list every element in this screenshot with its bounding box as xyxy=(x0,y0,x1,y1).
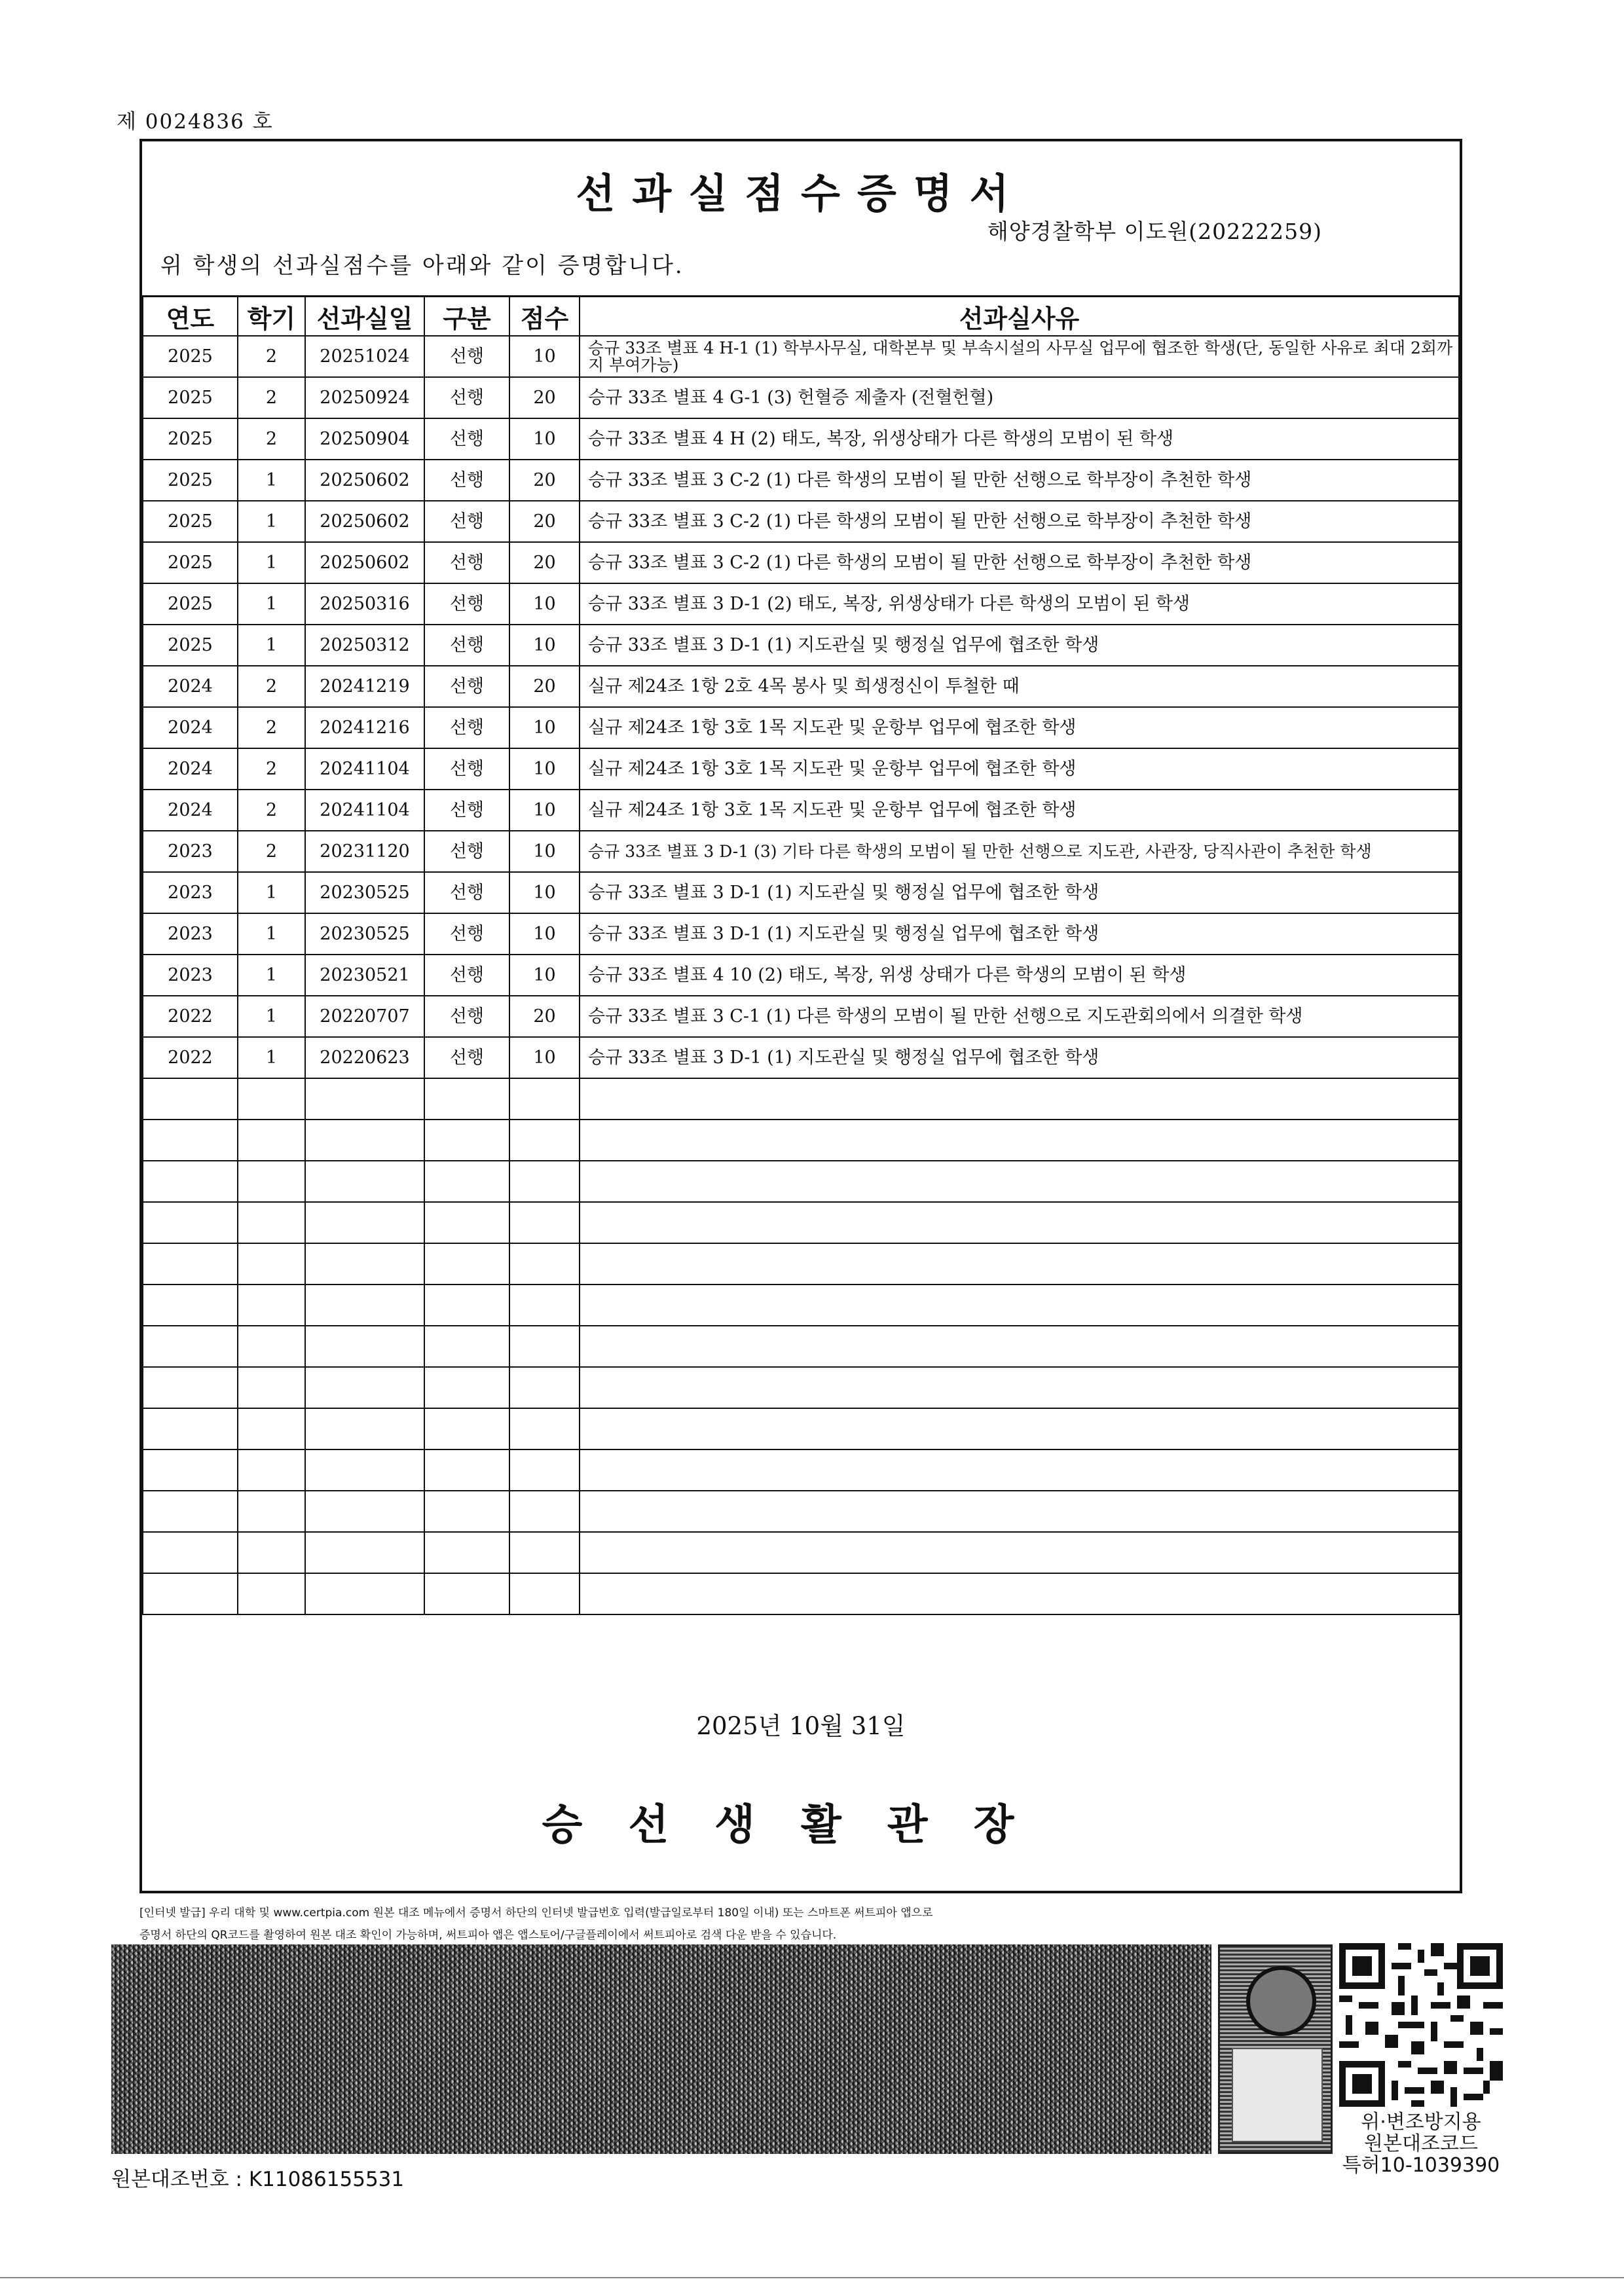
cell-term: 2 xyxy=(238,748,305,790)
empty-cell xyxy=(580,1573,1459,1614)
table-row xyxy=(143,748,1459,790)
verification-notice xyxy=(139,1902,1384,1946)
cell-score: 10 xyxy=(509,913,580,955)
table-row xyxy=(143,996,1459,1037)
empty-cell xyxy=(305,1367,424,1408)
cell-term: 1 xyxy=(238,1037,305,1078)
empty-cell xyxy=(238,1491,305,1532)
empty-cell xyxy=(143,1449,238,1491)
cell-term: 1 xyxy=(238,872,305,913)
cell-score: 20 xyxy=(509,542,580,583)
cell-date: 20250924 xyxy=(305,377,424,418)
cell-type: 선행 xyxy=(424,831,509,872)
empty-cell xyxy=(305,1532,424,1573)
cell-score: 20 xyxy=(509,501,580,542)
empty-cell xyxy=(238,1161,305,1202)
cell-type: 선행 xyxy=(424,460,509,501)
cell-type: 선행 xyxy=(424,872,509,913)
cell-reason: 실규 제24조 1항 3호 1목 지도관 및 운항부 업무에 협조한 학생 xyxy=(580,790,1459,831)
cell-type: 선행 xyxy=(424,707,509,748)
cell-type: 선행 xyxy=(424,501,509,542)
header-type: 구분 xyxy=(424,297,509,337)
empty-cell xyxy=(424,1078,509,1120)
cell-year: 2025 xyxy=(143,542,238,583)
cell-type: 선행 xyxy=(424,666,509,707)
intro-text: 위 학생의 선과실점수를 아래와 같이 증명합니다. xyxy=(160,253,684,279)
cell-term: 2 xyxy=(238,418,305,460)
header-year: 연도 xyxy=(143,297,238,337)
empty-row xyxy=(143,1408,1459,1449)
empty-cell xyxy=(143,1285,238,1326)
empty-cell xyxy=(238,1367,305,1408)
notice-line-1: [인터넷 발급] 우리 대학 및 www.certpia.com 원본 대조 메뉴에서 증명서 하단의 인터넷 발급번호 입력(발급일로부터 180일 이내) 또는 스마트폰 써트피아 앱으로 xyxy=(139,1906,933,1920)
cell-score: 20 xyxy=(509,460,580,501)
cell-date: 20220707 xyxy=(305,996,424,1037)
cell-term: 1 xyxy=(238,460,305,501)
empty-cell xyxy=(580,1491,1459,1532)
cell-year: 2025 xyxy=(143,418,238,460)
empty-cell xyxy=(305,1078,424,1120)
qr-caption xyxy=(1323,2111,1519,2176)
patent-number: 특허10-1039390 xyxy=(1342,2154,1500,2177)
empty-cell xyxy=(305,1161,424,1202)
table-row xyxy=(143,790,1459,831)
cell-term: 1 xyxy=(238,996,305,1037)
empty-cell xyxy=(424,1161,509,1202)
cell-score: 10 xyxy=(509,872,580,913)
cell-year: 2025 xyxy=(143,583,238,625)
empty-cell xyxy=(143,1161,238,1202)
empty-cell xyxy=(238,1202,305,1243)
empty-cell xyxy=(238,1573,305,1614)
cell-term: 1 xyxy=(238,625,305,666)
header-term: 학기 xyxy=(238,297,305,337)
cell-score: 20 xyxy=(509,666,580,707)
empty-cell xyxy=(424,1449,509,1491)
empty-row xyxy=(143,1573,1459,1614)
empty-cell xyxy=(305,1449,424,1491)
empty-cell xyxy=(580,1449,1459,1491)
cell-reason: 승규 33조 별표 3 D-1 (3) 기타 다른 학생의 모범이 될 만한 선행으로 지도관, 사관장, 당직사관이 추천한 학생 xyxy=(580,831,1459,872)
table-row xyxy=(143,625,1459,666)
empty-cell xyxy=(580,1326,1459,1367)
cell-reason: 승규 33조 별표 4 H-1 (1) 학부사무실, 대학본부 및 부속시설의 사무실 업무에 협조한 학생(단, 동일한 사유로 최대 2회까지 부여가능) xyxy=(580,336,1459,377)
cell-year: 2024 xyxy=(143,707,238,748)
cell-reason: 승규 33조 별표 3 C-2 (1) 다른 학생의 모범이 될 만한 선행으로 학부장이 추천한 학생 xyxy=(580,542,1459,583)
cell-type: 선행 xyxy=(424,1037,509,1078)
empty-cell xyxy=(143,1078,238,1120)
empty-cell xyxy=(424,1532,509,1573)
cell-score: 10 xyxy=(509,790,580,831)
empty-cell xyxy=(424,1367,509,1408)
empty-row xyxy=(143,1449,1459,1491)
cell-reason: 승규 33조 별표 3 D-1 (1) 지도관실 및 행정실 업무에 협조한 학생 xyxy=(580,1037,1459,1078)
header-date: 선과실일 xyxy=(305,297,424,337)
issue-date: 2025년 10월 31일 xyxy=(696,1712,906,1740)
cell-type: 선행 xyxy=(424,336,509,377)
seal-ring-icon xyxy=(1246,1966,1316,2036)
page-bottom-rule xyxy=(0,2277,1624,2278)
empty-cell xyxy=(143,1532,238,1573)
empty-cell xyxy=(305,1408,424,1449)
cell-term: 1 xyxy=(238,542,305,583)
empty-cell xyxy=(143,1120,238,1161)
issuer-name: 승선생활관장 xyxy=(542,1800,1060,1850)
empty-cell xyxy=(143,1243,238,1285)
cell-score: 10 xyxy=(509,831,580,872)
empty-cell xyxy=(305,1491,424,1532)
empty-cell xyxy=(143,1367,238,1408)
empty-cell xyxy=(424,1120,509,1161)
table-row xyxy=(143,913,1459,955)
cell-year: 2022 xyxy=(143,1037,238,1078)
cell-score: 10 xyxy=(509,336,580,377)
empty-cell xyxy=(580,1367,1459,1408)
notice-line-2: 증명서 하단의 QR코드를 촬영하여 원본 대조 확인이 가능하며, 써트피아 앱은 앱스토어/구글플레이에서 써트피아로 검색 다운 받을 수 있습니다. xyxy=(139,1929,837,1942)
cell-year: 2023 xyxy=(143,913,238,955)
empty-cell xyxy=(509,1285,580,1326)
empty-cell xyxy=(509,1532,580,1573)
cell-type: 선행 xyxy=(424,955,509,996)
empty-cell xyxy=(509,1491,580,1532)
cell-date: 20250602 xyxy=(305,501,424,542)
cell-date: 20250312 xyxy=(305,625,424,666)
table-row xyxy=(143,1037,1459,1078)
cell-year: 2023 xyxy=(143,955,238,996)
empty-row xyxy=(143,1367,1459,1408)
cell-reason: 승규 33조 별표 3 C-2 (1) 다른 학생의 모범이 될 만한 선행으로 학부장이 추천한 학생 xyxy=(580,501,1459,542)
empty-row xyxy=(143,1326,1459,1367)
cell-reason: 실규 제24조 1항 2호 4목 봉사 및 희생정신이 투철한 때 xyxy=(580,666,1459,707)
empty-cell xyxy=(424,1491,509,1532)
empty-cell xyxy=(238,1285,305,1326)
empty-cell xyxy=(424,1408,509,1449)
cell-score: 20 xyxy=(509,377,580,418)
student-info: 해양경찰학부 이도원(20222259) xyxy=(987,219,1322,244)
empty-cell xyxy=(305,1243,424,1285)
cell-type: 선행 xyxy=(424,748,509,790)
cell-score: 10 xyxy=(509,625,580,666)
empty-cell xyxy=(238,1078,305,1120)
cell-reason: 실규 제24조 1항 3호 1목 지도관 및 운항부 업무에 협조한 학생 xyxy=(580,748,1459,790)
cell-score: 10 xyxy=(509,1037,580,1078)
table-row xyxy=(143,707,1459,748)
qr-caption-line-1: 위·변조방지용 xyxy=(1361,2111,1481,2134)
cell-type: 선행 xyxy=(424,542,509,583)
seal-stamp-icon xyxy=(1232,2048,1323,2142)
empty-cell xyxy=(143,1408,238,1449)
empty-row xyxy=(143,1491,1459,1532)
empty-cell xyxy=(509,1449,580,1491)
empty-cell xyxy=(424,1202,509,1243)
empty-cell xyxy=(509,1120,580,1161)
cell-date: 20241219 xyxy=(305,666,424,707)
table-row xyxy=(143,542,1459,583)
cell-term: 2 xyxy=(238,831,305,872)
table-row xyxy=(143,501,1459,542)
cell-reason: 승규 33조 별표 3 D-1 (1) 지도관실 및 행정실 업무에 협조한 학생 xyxy=(580,913,1459,955)
cell-type: 선행 xyxy=(424,377,509,418)
empty-row xyxy=(143,1120,1459,1161)
empty-cell xyxy=(580,1078,1459,1120)
cell-reason: 승규 33조 별표 4 G-1 (3) 헌혈증 제출자 (전혈헌혈) xyxy=(580,377,1459,418)
cell-score: 10 xyxy=(509,955,580,996)
cell-type: 선행 xyxy=(424,418,509,460)
cell-score: 10 xyxy=(509,418,580,460)
cell-type: 선행 xyxy=(424,913,509,955)
table-row xyxy=(143,872,1459,913)
empty-cell xyxy=(305,1120,424,1161)
empty-cell xyxy=(424,1243,509,1285)
cell-term: 1 xyxy=(238,501,305,542)
certificate-frame xyxy=(139,139,1462,1893)
empty-cell xyxy=(238,1243,305,1285)
cert-number: 제 0024836 호 xyxy=(117,110,274,134)
document-title: 선과실점수증명서 xyxy=(576,170,1026,217)
empty-cell xyxy=(580,1202,1459,1243)
empty-cell xyxy=(143,1326,238,1367)
empty-cell xyxy=(238,1449,305,1491)
empty-cell xyxy=(509,1326,580,1367)
empty-cell xyxy=(509,1202,580,1243)
empty-cell xyxy=(143,1202,238,1243)
table-body xyxy=(143,336,1459,1614)
cell-date: 20241104 xyxy=(305,748,424,790)
empty-row xyxy=(143,1078,1459,1120)
cell-type: 선행 xyxy=(424,996,509,1037)
cell-date: 20250904 xyxy=(305,418,424,460)
cell-date: 20241216 xyxy=(305,707,424,748)
cell-date: 20230525 xyxy=(305,872,424,913)
empty-row xyxy=(143,1161,1459,1202)
cell-year: 2023 xyxy=(143,872,238,913)
cell-date: 20250602 xyxy=(305,460,424,501)
cell-term: 1 xyxy=(238,913,305,955)
cell-type: 선행 xyxy=(424,583,509,625)
empty-cell xyxy=(580,1532,1459,1573)
empty-cell xyxy=(238,1326,305,1367)
empty-row xyxy=(143,1285,1459,1326)
table-header-row xyxy=(143,297,1459,337)
qr-code-icon xyxy=(1339,1943,1503,2107)
table-row xyxy=(143,955,1459,996)
cell-year: 2024 xyxy=(143,748,238,790)
table-row xyxy=(143,460,1459,501)
empty-cell xyxy=(305,1285,424,1326)
empty-cell xyxy=(509,1078,580,1120)
cell-reason: 승규 33조 별표 4 H (2) 태도, 복장, 위생상태가 다른 학생의 모범이 된 학생 xyxy=(580,418,1459,460)
cell-reason: 승규 33조 별표 3 D-1 (1) 지도관실 및 행정실 업무에 협조한 학생 xyxy=(580,872,1459,913)
cell-reason: 승규 33조 별표 3 D-1 (1) 지도관실 및 행정실 업무에 협조한 학생 xyxy=(580,625,1459,666)
cell-score: 10 xyxy=(509,707,580,748)
anti-forgery-pattern xyxy=(111,1944,1211,2154)
empty-cell xyxy=(509,1573,580,1614)
empty-cell xyxy=(238,1532,305,1573)
header-score: 점수 xyxy=(509,297,580,337)
cell-year: 2025 xyxy=(143,460,238,501)
cell-score: 20 xyxy=(509,996,580,1037)
seal-image xyxy=(1218,1944,1333,2154)
cell-date: 20230525 xyxy=(305,913,424,955)
table-row xyxy=(143,831,1459,872)
table-row xyxy=(143,418,1459,460)
cell-date: 20241104 xyxy=(305,790,424,831)
cell-year: 2025 xyxy=(143,336,238,377)
empty-row xyxy=(143,1202,1459,1243)
empty-cell xyxy=(143,1491,238,1532)
table-row xyxy=(143,583,1459,625)
cell-year: 2024 xyxy=(143,790,238,831)
empty-cell xyxy=(305,1202,424,1243)
empty-cell xyxy=(509,1408,580,1449)
cell-year: 2025 xyxy=(143,501,238,542)
cell-term: 2 xyxy=(238,377,305,418)
cell-reason: 승규 33조 별표 3 C-2 (1) 다른 학생의 모범이 될 만한 선행으로 학부장이 추천한 학생 xyxy=(580,460,1459,501)
cell-year: 2023 xyxy=(143,831,238,872)
qr-caption-line-2: 원본대조코드 xyxy=(1364,2132,1478,2155)
empty-cell xyxy=(580,1120,1459,1161)
empty-cell xyxy=(305,1573,424,1614)
empty-cell xyxy=(424,1285,509,1326)
cell-date: 20251024 xyxy=(305,336,424,377)
empty-cell xyxy=(580,1243,1459,1285)
cell-date: 20220623 xyxy=(305,1037,424,1078)
header-reason: 선과실사유 xyxy=(580,297,1459,337)
empty-row xyxy=(143,1243,1459,1285)
empty-cell xyxy=(509,1367,580,1408)
cell-score: 10 xyxy=(509,583,580,625)
cell-year: 2024 xyxy=(143,666,238,707)
empty-cell xyxy=(238,1408,305,1449)
cell-date: 20250316 xyxy=(305,583,424,625)
cell-reason: 승규 33조 별표 3 C-1 (1) 다른 학생의 모범이 될 만한 선행으로 지도관회의에서 의결한 학생 xyxy=(580,996,1459,1037)
empty-row xyxy=(143,1532,1459,1573)
cell-year: 2025 xyxy=(143,625,238,666)
cell-year: 2025 xyxy=(143,377,238,418)
empty-cell xyxy=(143,1573,238,1614)
empty-cell xyxy=(305,1326,424,1367)
cell-score: 10 xyxy=(509,748,580,790)
empty-cell xyxy=(580,1161,1459,1202)
cell-term: 2 xyxy=(238,707,305,748)
cell-term: 2 xyxy=(238,666,305,707)
cell-date: 20250602 xyxy=(305,542,424,583)
table-row xyxy=(143,666,1459,707)
cell-year: 2022 xyxy=(143,996,238,1037)
cell-term: 1 xyxy=(238,583,305,625)
cell-date: 20231120 xyxy=(305,831,424,872)
cell-term: 2 xyxy=(238,336,305,377)
empty-cell xyxy=(580,1408,1459,1449)
cell-term: 2 xyxy=(238,790,305,831)
records-table xyxy=(142,295,1460,1615)
table-row xyxy=(143,377,1459,418)
empty-cell xyxy=(238,1120,305,1161)
cell-type: 선행 xyxy=(424,625,509,666)
original-number: 원본대조번호 : K11086155531 xyxy=(111,2168,405,2191)
empty-cell xyxy=(424,1326,509,1367)
cell-type: 선행 xyxy=(424,790,509,831)
cell-reason: 승규 33조 별표 3 D-1 (2) 태도, 복장, 위생상태가 다른 학생의 모범이 된 학생 xyxy=(580,583,1459,625)
table-row xyxy=(143,336,1459,377)
cell-term: 1 xyxy=(238,955,305,996)
empty-cell xyxy=(509,1243,580,1285)
empty-cell xyxy=(509,1161,580,1202)
cell-date: 20230521 xyxy=(305,955,424,996)
cell-reason: 승규 33조 별표 4 10 (2) 태도, 복장, 위생 상태가 다른 학생의 모범이 된 학생 xyxy=(580,955,1459,996)
empty-cell xyxy=(424,1573,509,1614)
cell-reason: 실규 제24조 1항 3호 1목 지도관 및 운항부 업무에 협조한 학생 xyxy=(580,707,1459,748)
empty-cell xyxy=(580,1285,1459,1326)
